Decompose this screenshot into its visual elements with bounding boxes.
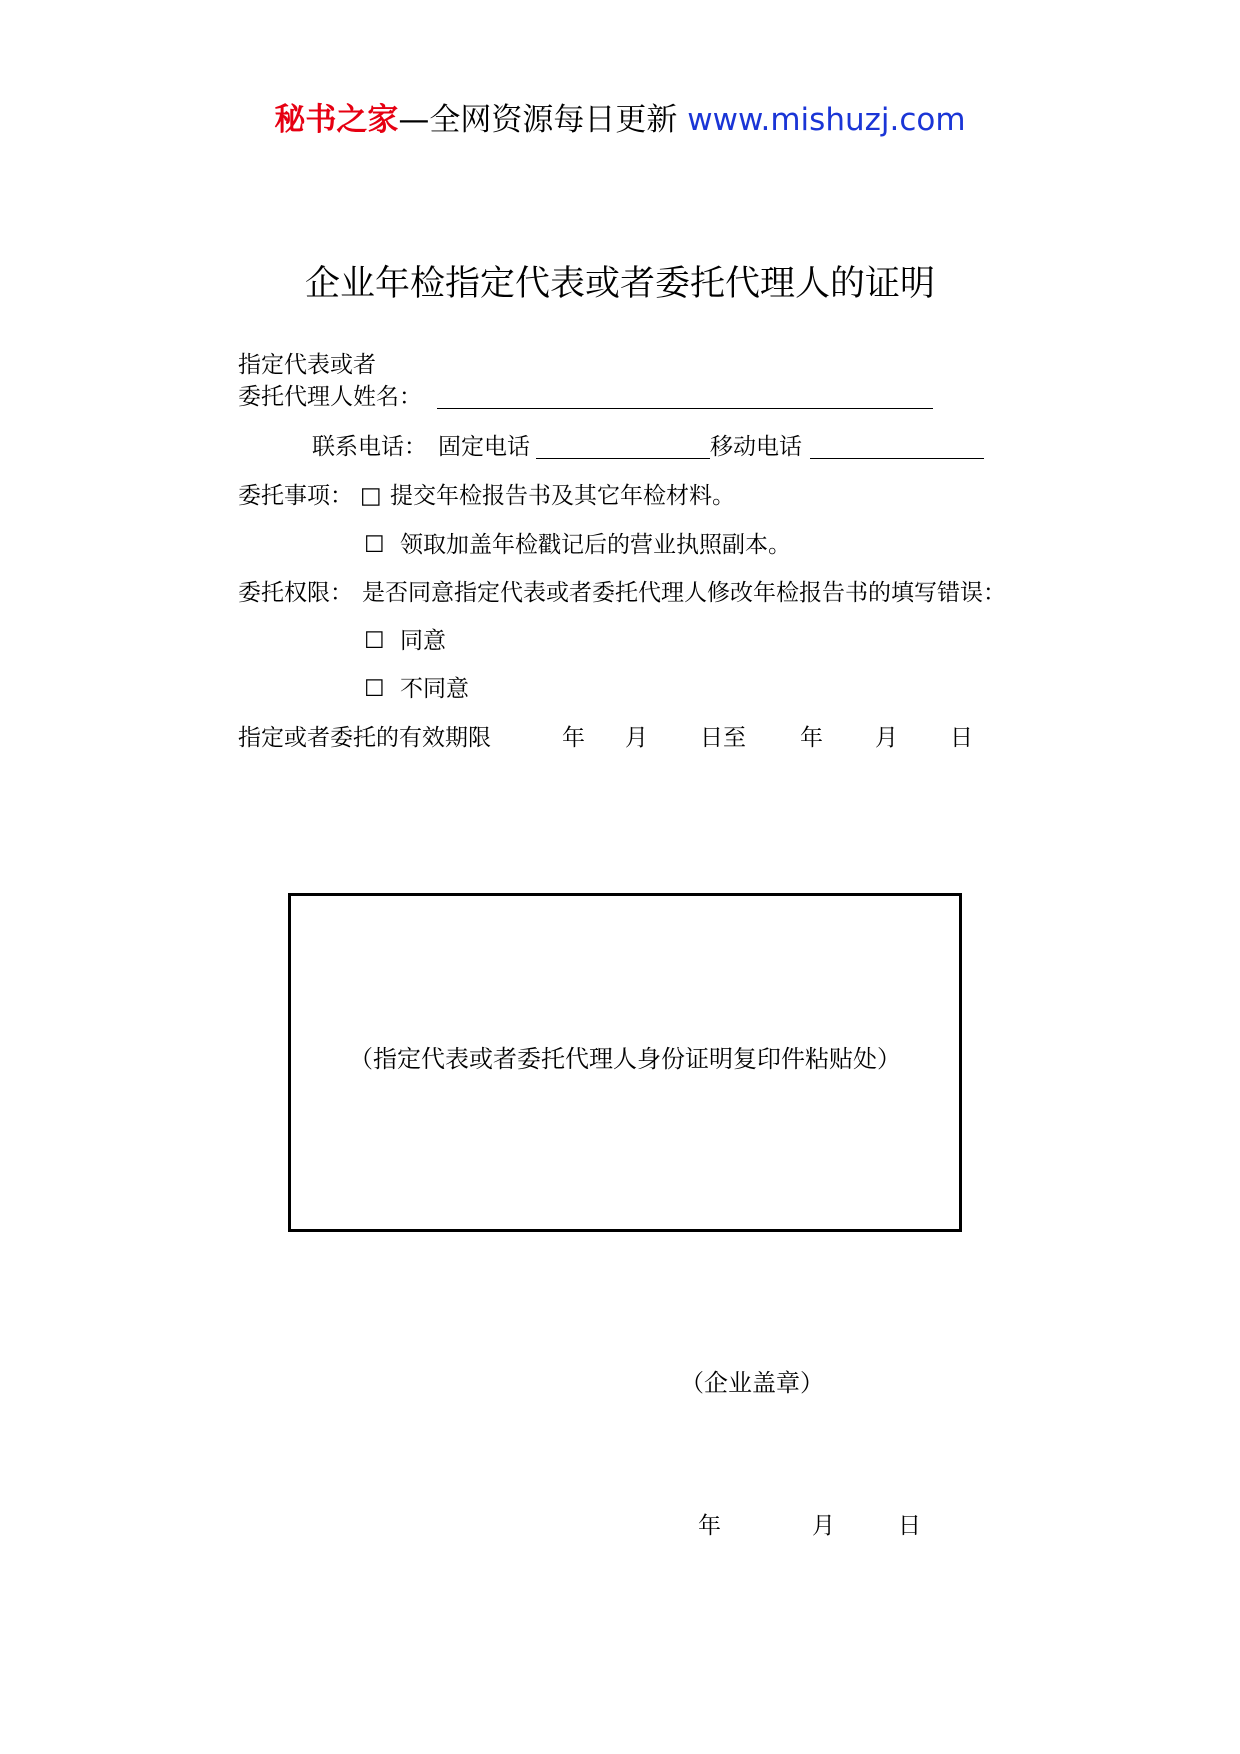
- authority-question: 是否同意指定代表或者委托代理人修改年检报告书的填写错误：: [362, 580, 1006, 606]
- authority-disagree-text: 不同意: [400, 676, 469, 702]
- name-blank-line[interactable]: [437, 408, 933, 409]
- matters-option-2-text: 领取加盖年检戳记后的营业执照副本。: [400, 532, 791, 558]
- name-label-line1: 指定代表或者: [238, 352, 376, 378]
- id-copy-paste-box: [288, 893, 962, 1232]
- authority-checkbox-disagree[interactable]: ☐: [364, 676, 385, 702]
- fixed-phone-blank-line[interactable]: [536, 458, 710, 459]
- validity-to-year: 年: [800, 725, 823, 751]
- signature-year: 年: [698, 1513, 721, 1539]
- authority-label: 委托权限：: [238, 580, 353, 606]
- contact-label: 联系电话：: [312, 434, 427, 460]
- validity-from-year: 年: [562, 725, 585, 751]
- authority-agree-text: 同意: [400, 628, 446, 654]
- name-label-line2: 委托代理人姓名：: [238, 384, 422, 410]
- site-tagline: —全网资源每日更新: [398, 102, 688, 138]
- signature-day: 日: [898, 1513, 921, 1539]
- validity-to-day: 日: [950, 725, 973, 751]
- mobile-phone-blank-line[interactable]: [810, 458, 984, 459]
- mobile-phone-label: 移动电话: [710, 434, 802, 460]
- company-seal-label: （企业盖章）: [680, 1369, 824, 1397]
- validity-from-day-to: 日至: [700, 725, 746, 751]
- fixed-phone-label: 固定电话: [438, 434, 530, 460]
- site-header: [0, 100, 1240, 140]
- validity-from-month: 月: [625, 725, 648, 751]
- validity-to-month: 月: [875, 725, 898, 751]
- site-url[interactable]: www.mishuzj.com: [687, 102, 966, 138]
- site-brand: 秘书之家: [274, 102, 399, 138]
- document-title: 企业年检指定代表或者委托代理人的证明: [304, 264, 935, 304]
- matters-checkbox-1[interactable]: □: [360, 483, 382, 509]
- id-copy-paste-label: （指定代表或者委托代理人身份证明复印件粘贴处）: [349, 1045, 901, 1073]
- authority-checkbox-agree[interactable]: ☐: [364, 628, 385, 654]
- matters-checkbox-2[interactable]: ☐: [364, 532, 385, 558]
- validity-label: 指定或者委托的有效期限: [238, 725, 491, 751]
- matters-label: 委托事项：: [238, 483, 353, 509]
- signature-month: 月: [812, 1513, 835, 1539]
- matters-option-1-text: 提交年检报告书及其它年检材料。: [390, 483, 735, 509]
